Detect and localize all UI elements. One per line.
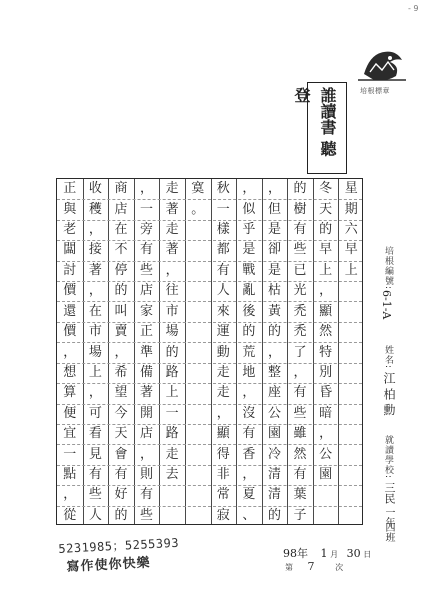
- class-value: 6-1-A: [380, 290, 393, 320]
- essay-char: 有: [293, 466, 307, 482]
- essay-char: 家: [140, 303, 154, 319]
- date-year: 98年: [283, 547, 308, 560]
- essay-char: 場: [88, 344, 102, 360]
- essay-char: 動: [216, 344, 230, 360]
- essay-char: 。: [191, 201, 205, 217]
- essay-char: 有: [293, 222, 307, 238]
- essay-char: 的: [267, 324, 281, 340]
- essay-char: 好: [114, 487, 128, 503]
- essay-char: 特: [319, 344, 333, 360]
- essay-char: 備: [140, 364, 154, 380]
- date-line: [283, 545, 371, 561]
- essay-char: 期: [344, 201, 358, 217]
- essay-char: 著: [88, 262, 102, 278]
- seq-prefix: 第: [285, 563, 293, 572]
- essay-char: ，: [88, 385, 102, 401]
- school-label: 就讀學校:: [383, 435, 393, 480]
- grade-value: 一年: [383, 507, 394, 527]
- contact-phones: 5231985；5255393: [58, 535, 180, 556]
- essay-char: 來: [216, 303, 230, 319]
- header-stamp: [292, 82, 347, 174]
- essay-char: 今: [114, 405, 128, 421]
- essay-char: 有: [216, 262, 230, 278]
- essay-char: ，: [242, 385, 256, 401]
- essay-char: 走: [216, 364, 230, 380]
- essay-char: 的: [242, 324, 256, 340]
- essay-char: 香: [242, 446, 256, 462]
- essay-char: 走: [165, 446, 179, 462]
- essay-char: 座: [267, 385, 281, 401]
- essay-char: 都: [216, 242, 230, 258]
- essay-char: 地: [242, 364, 256, 380]
- essay-char: 一: [165, 405, 179, 421]
- essay-char: 可: [88, 405, 102, 421]
- essay-char: 停: [114, 262, 128, 278]
- day-unit: 日: [363, 550, 372, 559]
- essay-char: 了: [293, 344, 307, 360]
- essay-char: 上: [344, 262, 358, 278]
- essay-char: ，: [267, 344, 281, 360]
- essay-char: 亂: [242, 283, 256, 299]
- writing-grid: [56, 178, 363, 525]
- essay-char: ，: [114, 344, 128, 360]
- essay-char: 寂: [216, 507, 230, 523]
- essay-char: 天: [319, 201, 333, 217]
- essay-char: 夏: [242, 487, 256, 503]
- essay-char: 暗: [319, 405, 333, 421]
- essay-char: 清: [267, 466, 281, 482]
- essay-char: 賣: [114, 324, 128, 340]
- essay-char: 店: [140, 283, 154, 299]
- essay-char: 有: [140, 487, 154, 503]
- grid-column-line: [83, 179, 84, 524]
- date-month: 1: [320, 547, 328, 560]
- sequence-line: [285, 560, 343, 573]
- essay-char: 禿: [293, 303, 307, 319]
- essay-char: 上: [165, 385, 179, 401]
- essay-char: 是: [242, 242, 256, 258]
- logo-caption: 培根標章: [360, 87, 390, 95]
- essay-char: 葉: [293, 487, 307, 503]
- essay-char: ，: [242, 181, 256, 197]
- essay-char: 旁: [140, 222, 154, 238]
- essay-char: 顯: [319, 303, 333, 319]
- essay-char: 些: [88, 487, 102, 503]
- essay-char: 雖: [293, 426, 307, 442]
- essay-char: 有: [140, 242, 154, 258]
- slogan: 寫作使你快樂: [66, 555, 151, 575]
- essay-char: ，: [140, 446, 154, 462]
- essay-char: 場: [165, 324, 179, 340]
- essay-char: 便: [63, 405, 77, 421]
- essay-char: 常: [216, 487, 230, 503]
- essay-char: 一: [140, 201, 154, 217]
- essay-char: 卻: [267, 242, 281, 258]
- essay-char: 的: [267, 507, 281, 523]
- essay-char: 似: [242, 201, 256, 217]
- essay-char: ，: [88, 222, 102, 238]
- essay-char: 點: [63, 466, 77, 482]
- essay-char: 著: [140, 385, 154, 401]
- essay-char: 後: [242, 303, 256, 319]
- essay-char: 戰: [242, 262, 256, 278]
- essay-char: 光: [293, 283, 307, 299]
- essay-char: 早: [344, 242, 358, 258]
- essay-char: 路: [165, 426, 179, 442]
- essay-char: 別: [319, 364, 333, 380]
- essay-char: 但: [267, 201, 281, 217]
- school-value: 三民: [383, 482, 396, 504]
- essay-char: 會: [114, 446, 128, 462]
- essay-char: 些: [293, 242, 307, 258]
- essay-char: 市: [88, 324, 102, 340]
- essay-char: 人: [216, 283, 230, 299]
- essay-char: 著: [165, 242, 179, 258]
- month-unit: 月: [330, 550, 339, 559]
- essay-char: 些: [293, 405, 307, 421]
- essay-char: 公: [267, 405, 281, 421]
- essay-char: 些: [140, 507, 154, 523]
- essay-char: 走: [165, 222, 179, 238]
- grid-column-line: [159, 179, 160, 524]
- essay-char: 去: [165, 466, 179, 482]
- essay-char: 些: [140, 262, 154, 278]
- essay-char: 闆: [63, 242, 77, 258]
- seq-value: 7: [307, 560, 315, 573]
- grid-column-line: [287, 179, 288, 524]
- essay-char: 得: [216, 446, 230, 462]
- essay-char: 然: [293, 446, 307, 462]
- essay-char: 清: [267, 487, 281, 503]
- essay-char: 非: [216, 466, 230, 482]
- essay-char: 開: [140, 405, 154, 421]
- essay-char: 的: [319, 222, 333, 238]
- essay-char: 天: [114, 426, 128, 442]
- date-day: 30: [346, 547, 361, 560]
- essay-char: 的: [293, 181, 307, 197]
- essay-char: 一: [216, 201, 230, 217]
- essay-char: ，: [63, 344, 77, 360]
- essay-char: 走: [165, 181, 179, 197]
- essay-char: 早: [319, 242, 333, 258]
- essay-char: 在: [88, 303, 102, 319]
- essay-char: 價: [63, 283, 77, 299]
- corner-mark: - 9: [408, 4, 419, 13]
- essay-char: 店: [114, 201, 128, 217]
- essay-char: 穫: [88, 201, 102, 217]
- essay-char: 子: [293, 507, 307, 523]
- essay-char: 、: [242, 507, 256, 523]
- essay-char: ，: [319, 283, 333, 299]
- essay-char: 還: [63, 303, 77, 319]
- essay-char: ，: [293, 364, 307, 380]
- grid-column-line: [313, 179, 314, 524]
- essay-char: 準: [140, 344, 154, 360]
- grid-column-line: [262, 179, 263, 524]
- essay-char: 有: [242, 426, 256, 442]
- essay-char: 顯: [216, 426, 230, 442]
- grid-column-line: [108, 179, 109, 524]
- essay-char: 整: [267, 364, 281, 380]
- essay-char: 樣: [216, 222, 230, 238]
- essay-char: 星: [344, 181, 358, 197]
- essay-char: 正: [63, 181, 77, 197]
- essay-char: 叫: [114, 303, 128, 319]
- essay-char: 在: [114, 222, 128, 238]
- essay-char: 樹: [293, 201, 307, 217]
- essay-char: 有: [114, 466, 128, 482]
- grid-column-line: [185, 179, 186, 524]
- essay-char: 枯: [267, 283, 281, 299]
- essay-char: 禿: [293, 324, 307, 340]
- essay-char: 往: [165, 283, 179, 299]
- essay-char: 園: [267, 426, 281, 442]
- essay-char: 六: [344, 222, 358, 238]
- essay-char: 有: [293, 385, 307, 401]
- grid-column-line: [338, 179, 339, 524]
- essay-char: 宜: [63, 426, 77, 442]
- essay-char: 著: [165, 201, 179, 217]
- essay-char: 不: [114, 242, 128, 258]
- grid-column-line: [211, 179, 212, 524]
- essay-char: 與: [63, 201, 77, 217]
- essay-char: 收: [88, 181, 102, 197]
- essay-char: 乎: [242, 222, 256, 238]
- seq-unit: 次: [335, 563, 344, 572]
- essay-char: 望: [114, 385, 128, 401]
- essay-char: 看: [88, 426, 102, 442]
- essay-char: 市: [165, 303, 179, 319]
- essay-char: 見: [88, 446, 102, 462]
- class-label: 培根編號:: [383, 246, 393, 291]
- essay-char: ，: [267, 181, 281, 197]
- essay-char: 寞: [191, 181, 205, 197]
- essay-char: 的: [114, 507, 128, 523]
- grid-column-line: [236, 179, 237, 524]
- essay-char: 店: [140, 426, 154, 442]
- essay-char: 走: [216, 385, 230, 401]
- essay-char: 冷: [267, 446, 281, 462]
- essay-char: 公: [319, 446, 333, 462]
- essay-char: 討: [63, 262, 77, 278]
- grid-column-line: [134, 179, 135, 524]
- essay-char: 是: [267, 222, 281, 238]
- essay-char: ，: [140, 181, 154, 197]
- essay-char: 冬: [319, 181, 333, 197]
- essay-char: 已: [293, 262, 307, 278]
- essay-char: 上: [88, 364, 102, 380]
- essay-char: ，: [63, 487, 77, 503]
- essay-char: 荒: [242, 344, 256, 360]
- essay-char: 上: [319, 262, 333, 278]
- essay-char: ，: [216, 405, 230, 421]
- essay-char: 人: [88, 507, 102, 523]
- essay-char: 正: [140, 324, 154, 340]
- essay-char: 黃: [267, 303, 281, 319]
- class-unit: 四班: [383, 522, 394, 542]
- header-stamp-text: 誰讀書 聽 登: [292, 87, 337, 157]
- essay-char: 的: [114, 283, 128, 299]
- essay-char: 秋: [216, 181, 230, 197]
- essay-char: ，: [88, 283, 102, 299]
- student-name: 江 柏 勳: [382, 372, 396, 416]
- essay-char: 想: [63, 364, 77, 380]
- essay-char: 是: [267, 262, 281, 278]
- essay-char: 有: [88, 466, 102, 482]
- essay-char: 接: [88, 242, 102, 258]
- essay-char: 從: [63, 507, 77, 523]
- essay-char: 園: [319, 466, 333, 482]
- essay-char: 沒: [242, 405, 256, 421]
- essay-char: 路: [165, 364, 179, 380]
- essay-char: 的: [165, 344, 179, 360]
- essay-char: 希: [114, 364, 128, 380]
- essay-char: ，: [319, 426, 333, 442]
- essay-char: ，: [242, 466, 256, 482]
- essay-char: 商: [114, 181, 128, 197]
- essay-char: 運: [216, 324, 230, 340]
- essay-char: 則: [140, 466, 154, 482]
- logo-icon: [356, 44, 408, 84]
- essay-char: ，: [165, 262, 179, 278]
- essay-char: 價: [63, 324, 77, 340]
- essay-char: 一: [63, 446, 77, 462]
- essay-char: 然: [319, 324, 333, 340]
- essay-char: 昏: [319, 385, 333, 401]
- essay-char: 老: [63, 222, 77, 238]
- name-label: 姓名:: [383, 345, 393, 370]
- essay-char: 算: [63, 385, 77, 401]
